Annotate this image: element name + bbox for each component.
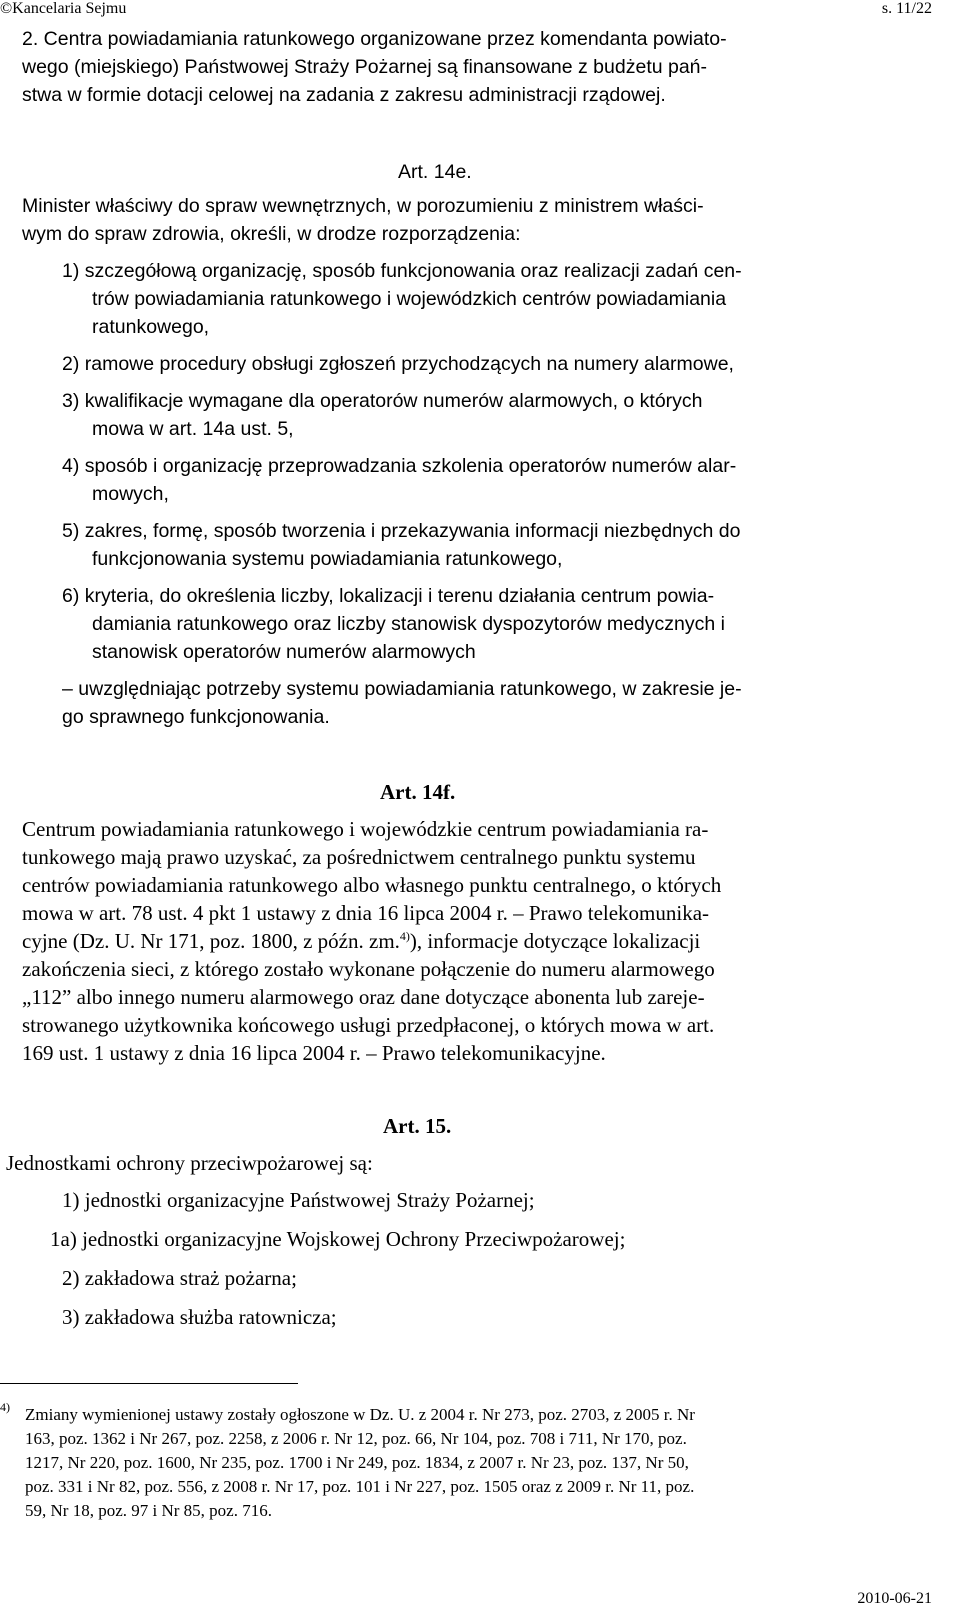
paragraph-line: go sprawnego funkcjonowania. (62, 706, 330, 728)
paragraph-line: 169 ust. 1 ustawy z dnia 16 lipca 2004 r. – Prawo telekomunikacyjne. (22, 1041, 606, 1065)
paragraph-line: wym do spraw zdrowia, określi, w drodze rozporządzenia: (22, 223, 521, 245)
article-heading: Art. 15. (383, 1114, 452, 1138)
paragraph-line: – uwzględniając potrzeby systemu powiadamiania ratunkowego, w zakresie je- (62, 678, 742, 700)
list-item-continuation: mowych, (92, 483, 169, 505)
paragraph-line: centrów powiadamiania ratunkowego albo własnego punktu centralnego, o których (22, 873, 722, 897)
footnote-line: 59, Nr 18, poz. 97 i Nr 85, poz. 716. (25, 1501, 272, 1520)
paragraph-line: Centrum powiadamiania ratunkowego i wojewódzkie centrum powiadamiania ra- (22, 817, 709, 841)
paragraph-line: strowanego użytkownika końcowego usługi przedpłaconej, o których mowa w art. (22, 1013, 715, 1037)
footnote-line: Zmiany wymienionej ustawy zostały ogłoszone w Dz. U. z 2004 r. Nr 273, poz. 2703, z 2005 r. Nr (25, 1405, 695, 1424)
paragraph-line: zakończenia sieci, z którego zostało wykonane połączenie do numeru alarmowego (22, 957, 715, 981)
paragraph-line: „112” albo innego numeru alarmowego oraz dane dotyczące abonenta lub zareje- (22, 985, 705, 1009)
paragraph-line: mowa w art. 78 ust. 4 pkt 1 ustawy z dnia 16 lipca 2004 r. – Prawo telekomunika- (22, 901, 710, 925)
list-item-continuation: funkcjonowania systemu powiadamiania ratunkowego, (92, 548, 563, 570)
paragraph-line (22, 927, 700, 956)
paragraph-line: tunkowego mają prawo uzyskać, za pośrednictwem centralnego punktu systemu (22, 845, 696, 869)
list-item-continuation: damiania ratunkowego oraz liczby stanowisk dyspozytorów medycznych i (92, 613, 725, 635)
list-item: 3) zakładowa służba ratownicza; (62, 1305, 337, 1329)
footnote-marker: 4) (0, 1400, 10, 1414)
footnote-line: 163, poz. 1362 i Nr 267, poz. 2258, z 2006 r. Nr 12, poz. 66, Nr 104, poz. 708 i 711, Nr 170, poz. (25, 1429, 687, 1448)
footer-date: 2010-06-21 (857, 1590, 932, 1607)
list-item: 1) szczegółową organizację, sposób funkcjonowania oraz realizacji zadań cen- (62, 260, 742, 282)
paragraph-line: Jednostkami ochrony przeciwpożarowej są: (6, 1151, 373, 1175)
copyright-label: ©Kancelaria Sejmu (0, 0, 127, 17)
list-item: 2) ramowe procedury obsługi zgłoszeń przychodzących na numery alarmowe, (62, 353, 734, 375)
list-item: 1) jednostki organizacyjne Państwowej Straży Pożarnej; (62, 1188, 535, 1212)
list-item: 2) zakładowa straż pożarna; (62, 1266, 297, 1290)
list-item: 3) kwalifikacje wymagane dla operatorów numerów alarmowych, o których (62, 390, 703, 412)
footnote-line: poz. 331 i Nr 82, poz. 556, z 2008 r. Nr 17, poz. 101 i Nr 227, poz. 1505 oraz z 2009 r. Nr 11, poz. (25, 1477, 695, 1496)
list-item-continuation: trów powiadamiania ratunkowego i wojewódzkich centrów powiadamiania (92, 288, 727, 310)
article-heading: Art. 14f. (380, 780, 456, 804)
footnote-separator (0, 1383, 298, 1384)
paragraph-line: Minister właściwy do spraw wewnętrznych, w porozumieniu z ministrem właści- (22, 195, 704, 217)
footnote-line: 1217, Nr 220, poz. 1600, Nr 235, poz. 1700 i Nr 249, poz. 1834, z 2007 r. Nr 23, poz. 137, Nr 50, (25, 1453, 689, 1472)
page-number: s. 11/22 (881, 0, 932, 17)
paragraph-text: ), informacje dotyczące lokalizacji (409, 929, 701, 953)
paragraph-text: cyjne (Dz. U. Nr 171, poz. 1800, z późn. zm. (22, 929, 400, 953)
paragraph-line: wego (miejskiego) Państwowej Straży Pożarnej są finansowane z budżetu pań- (22, 56, 708, 78)
list-item-continuation: ratunkowego, (92, 316, 210, 338)
paragraph-line: stwa w formie dotacji celowej na zadania z zakresu administracji rządowej. (22, 84, 666, 106)
article-heading: Art. 14e. (398, 161, 472, 183)
list-item: 5) zakres, formę, sposób tworzenia i przekazywania informacji niezbędnych do (62, 520, 741, 542)
list-item: 6) kryteria, do określenia liczby, lokalizacji i terenu działania centrum powia- (62, 585, 715, 607)
footnote-reference: 4) (399, 929, 410, 943)
list-item: 4) sposób i organizację przeprowadzania szkolenia operatorów numerów alar- (62, 455, 737, 477)
paragraph-line: 2. Centra powiadamiania ratunkowego organizowane przez komendanta powiato- (22, 28, 727, 50)
list-item-continuation: mowa w art. 14a ust. 5, (92, 418, 294, 440)
list-item-continuation: stanowisk operatorów numerów alarmowych (92, 641, 476, 663)
list-item: 1a) jednostki organizacyjne Wojskowej Ochrony Przeciwpożarowej; (50, 1227, 626, 1251)
